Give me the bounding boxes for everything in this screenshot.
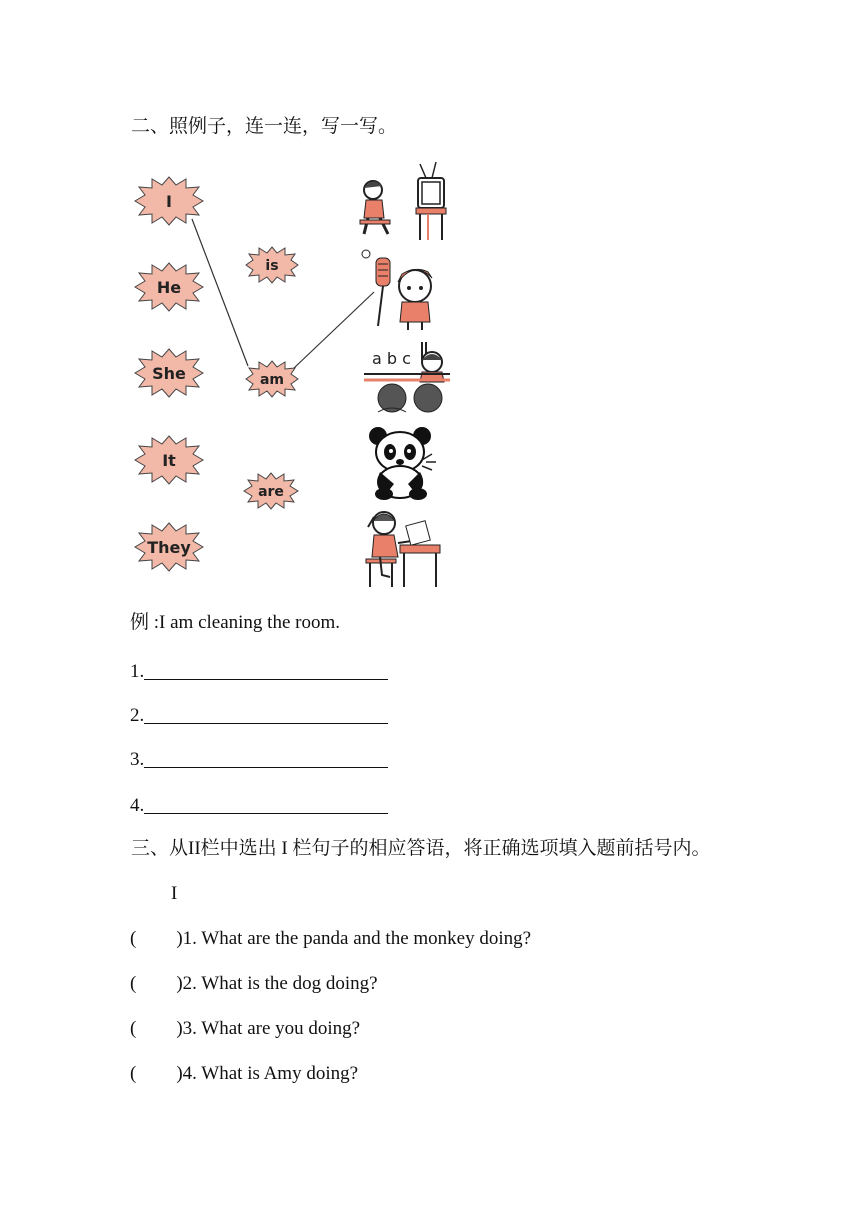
subject-label-she: She xyxy=(152,364,186,383)
panda-eating-icon xyxy=(366,424,438,500)
answer-line-4[interactable] xyxy=(130,795,388,815)
question-4-open-paren: ( xyxy=(130,1063,137,1084)
subject-label-i: I xyxy=(166,192,172,211)
verb-label-is: is xyxy=(265,258,279,274)
answer-blank-1[interactable] xyxy=(144,661,388,680)
subject-label-he: He xyxy=(156,278,182,297)
question-2-open-paren: ( xyxy=(130,973,137,994)
question-3-text: )3. What are you doing? xyxy=(176,1018,361,1039)
answer-number-3: 3. xyxy=(130,749,145,770)
question-3[interactable] xyxy=(130,1019,360,1038)
answer-blank-2[interactable] xyxy=(144,705,388,724)
subject-label-it: It xyxy=(162,451,176,470)
question-1-text: )1. What are the panda and the monkey doing? xyxy=(176,928,532,949)
section-2-heading: 二、照例子，连一连，写一写。 xyxy=(131,116,398,137)
answer-number-4: 4. xyxy=(130,795,145,816)
girl-reading-icon xyxy=(364,505,444,589)
answer-blank-4[interactable] xyxy=(144,795,388,814)
question-4-text: )4. What is Amy doing? xyxy=(176,1063,359,1084)
column-i-label: I xyxy=(171,883,178,904)
answer-blank-3[interactable] xyxy=(144,749,388,768)
girl-cleaning-icon xyxy=(358,248,448,330)
boy-watching-tv-icon xyxy=(358,160,448,244)
answer-line-2[interactable] xyxy=(130,705,388,725)
answer-number-1: 1. xyxy=(130,661,145,682)
verb-label-am: am xyxy=(259,372,285,388)
example-sentence: 例 :I am cleaning the room. xyxy=(130,612,340,633)
teacher-students-icon xyxy=(362,338,452,416)
answer-line-1[interactable] xyxy=(130,661,388,681)
question-2[interactable] xyxy=(130,974,378,993)
answer-number-2: 2. xyxy=(130,705,145,726)
verb-label-are: are xyxy=(258,484,284,500)
answer-line-3[interactable] xyxy=(130,749,388,769)
picture-3-letters: a b c xyxy=(372,349,411,368)
question-1[interactable] xyxy=(130,929,531,948)
question-4[interactable] xyxy=(130,1064,358,1083)
section-3-heading: 三、从II栏中选出 I 栏句子的相应答语，将正确选项填入题前括号内。 xyxy=(131,838,711,859)
question-3-open-paren: ( xyxy=(130,1018,137,1039)
subject-label-they: They xyxy=(147,538,191,557)
question-2-text: )2. What is the dog doing? xyxy=(176,973,378,994)
question-1-open-paren: ( xyxy=(130,928,137,949)
